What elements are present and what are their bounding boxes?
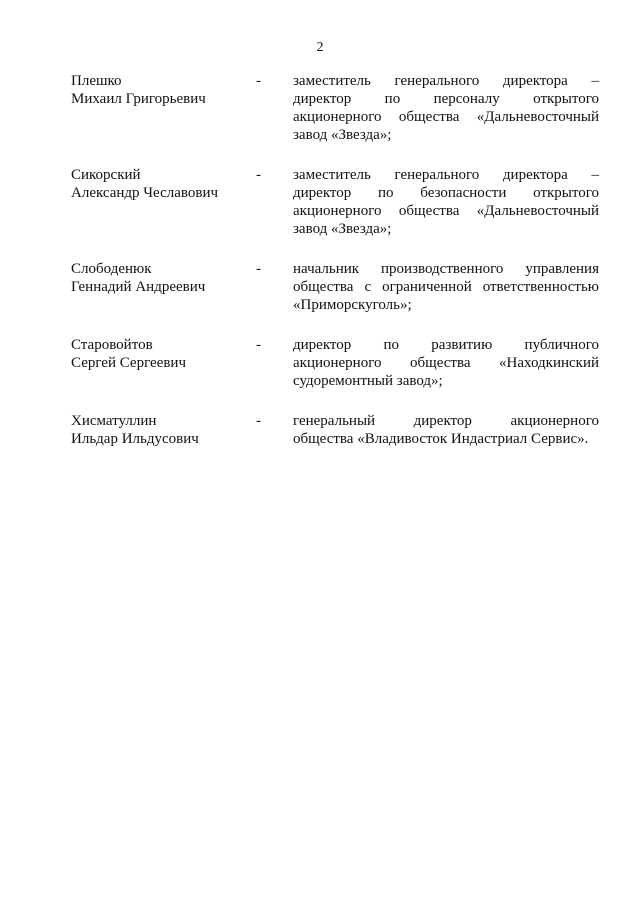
surname: Хисматуллин — [71, 413, 157, 429]
position-description — [293, 166, 599, 238]
position-line: заместитель генерального директора – — [293, 73, 599, 89]
dash-separator: - — [256, 413, 261, 429]
person-name — [71, 412, 256, 448]
person-name — [71, 72, 256, 108]
position-line: акционерного общества «Находкинский — [293, 355, 599, 371]
surname: Старовойтов — [71, 337, 153, 353]
given-names: Михаил Григорьевич — [71, 91, 206, 107]
list-item — [71, 72, 599, 144]
list-item — [71, 412, 599, 448]
given-names: Александр Чеславович — [71, 185, 219, 201]
dash-separator: - — [256, 261, 261, 277]
position-line: акционерного общества «Дальневосточный — [293, 109, 599, 125]
position-description — [293, 336, 599, 390]
dash-separator: - — [256, 337, 261, 353]
list-item — [71, 166, 599, 238]
given-names: Ильдар Ильдусович — [71, 431, 199, 447]
page-number: 2 — [316, 40, 324, 55]
given-names: Геннадий Андреевич — [71, 279, 206, 295]
list-item — [71, 260, 599, 314]
person-name — [71, 166, 256, 202]
position-line: генеральный директор акционерного — [293, 413, 599, 429]
position-description — [293, 412, 599, 448]
position-line: судоремонтный завод»; — [293, 373, 443, 389]
position-line: общества «Владивосток Индастриал Сервис». — [293, 431, 589, 447]
position-line: начальник производственного управления — [293, 261, 599, 277]
given-names: Сергей Сергеевич — [71, 355, 187, 371]
position-line: общества с ограниченной ответственностью — [293, 279, 599, 295]
position-line: директор по персоналу открытого — [293, 91, 599, 107]
position-line: «Приморскуголь»; — [293, 297, 412, 313]
position-line: заместитель генерального директора – — [293, 167, 599, 183]
list-item — [71, 336, 599, 390]
position-line: завод «Звезда»; — [293, 127, 392, 143]
position-description — [293, 260, 599, 314]
position-line: директор по развитию публичного — [293, 337, 599, 353]
surname: Сикорский — [71, 167, 141, 183]
position-line: директор по безопасности открытого — [293, 185, 599, 201]
surname: Слободенюк — [71, 261, 152, 277]
person-name — [71, 336, 256, 372]
position-line: завод «Звезда»; — [293, 221, 392, 237]
personnel-list — [71, 72, 599, 470]
dash-separator: - — [256, 73, 261, 89]
position-line: акционерного общества «Дальневосточный — [293, 203, 599, 219]
person-name — [71, 260, 256, 296]
surname: Плешко — [71, 73, 122, 89]
position-description — [293, 72, 599, 144]
dash-separator: - — [256, 167, 261, 183]
